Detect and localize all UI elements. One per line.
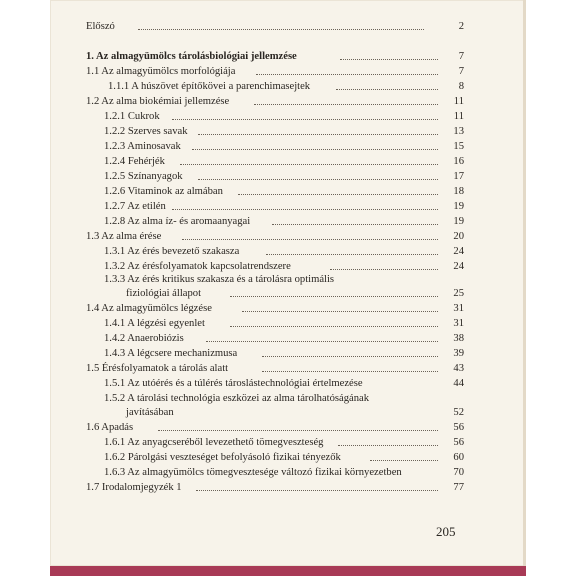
toc-entry-title: 1.4.3 A légcsere mechanizmusa bbox=[104, 348, 238, 359]
toc-entry-page: 56 bbox=[453, 422, 464, 433]
toc-entry-title: 1.1 Az almagyümölcs morfológiája bbox=[86, 66, 236, 77]
toc-entry-page: 31 bbox=[453, 318, 464, 329]
toc-entry bbox=[86, 481, 464, 494]
toc-entry bbox=[86, 421, 464, 434]
toc-entry-title: 1.3.3 Az érés kritikus szakasza és a tárolásra optimális bbox=[104, 274, 335, 285]
toc-entry-title: 1.4.2 Anaerobiózis bbox=[104, 333, 184, 344]
toc-entry bbox=[86, 125, 464, 138]
toc-leader-dots bbox=[230, 325, 438, 327]
toc-entry bbox=[86, 362, 464, 375]
toc-entry bbox=[86, 451, 464, 464]
toc-entry bbox=[86, 436, 464, 449]
toc-entry-continuation bbox=[86, 406, 464, 419]
toc-entry-page: 11 bbox=[453, 96, 464, 107]
toc-leader-dots bbox=[266, 253, 438, 255]
toc-leader-dots bbox=[242, 310, 438, 312]
toc-entry-page: 43 bbox=[453, 363, 464, 374]
toc-entry-title: 1.6.1 Az anyagcseréből levezethető tömegveszteség bbox=[104, 437, 324, 448]
toc-entry-page: 24 bbox=[453, 261, 464, 272]
toc-leader-dots bbox=[192, 148, 438, 150]
toc-entry-title: 1.4 Az almagyümölcs légzése bbox=[86, 303, 212, 314]
toc-entry-title: 1.2.3 Aminosavak bbox=[104, 141, 181, 152]
toc-leader-dots bbox=[196, 489, 438, 491]
toc-entry-title: 1.5 Érésfolyamatok a tárolás alatt bbox=[86, 363, 229, 374]
toc-entry-title: Előszó bbox=[86, 21, 115, 32]
book-cover-edge bbox=[50, 566, 526, 576]
toc-entry-title: 1.7 Irodalomjegyzék 1 bbox=[86, 482, 182, 493]
toc-entry-page: 18 bbox=[453, 186, 464, 197]
toc-entry-page: 77 bbox=[453, 482, 464, 493]
page-edge bbox=[523, 0, 526, 566]
toc-entry bbox=[86, 65, 464, 78]
toc-entry-page: 70 bbox=[453, 467, 464, 478]
toc-entry-page: 2 bbox=[458, 21, 464, 32]
toc-entry-title: 1.2.2 Szerves savak bbox=[104, 126, 188, 137]
toc-entry bbox=[86, 95, 464, 108]
toc-entry-page: 20 bbox=[453, 231, 464, 242]
toc-entry bbox=[86, 20, 464, 33]
toc-entry-title: fiziológiai állapot bbox=[126, 288, 202, 299]
toc-entry-title: 1.4.1 A légzési egyenlet bbox=[104, 318, 205, 329]
toc-entry bbox=[86, 260, 464, 273]
toc-entry-title: 1.3.1 Az érés bevezető szakasza bbox=[104, 246, 240, 257]
toc-entry-page: 17 bbox=[453, 171, 464, 182]
toc-leader-dots bbox=[206, 340, 438, 342]
toc-entry-page: 52 bbox=[453, 407, 464, 418]
toc-entry-page: 16 bbox=[453, 156, 464, 167]
toc-entry-title: 1.5.2 A tárolási technológia eszközei az alma tárolhatóságának bbox=[104, 393, 370, 404]
toc-leader-dots bbox=[370, 459, 438, 461]
toc-leader-dots bbox=[198, 178, 438, 180]
toc-leader-dots bbox=[262, 370, 438, 372]
toc-entry-page: 13 bbox=[453, 126, 464, 137]
toc-entry-page: 24 bbox=[453, 246, 464, 257]
toc-entry bbox=[86, 302, 464, 315]
toc-entry-page: 7 bbox=[458, 66, 464, 77]
toc-entry bbox=[86, 273, 464, 286]
toc-entry bbox=[86, 110, 464, 123]
toc-entry-page: 31 bbox=[453, 303, 464, 314]
toc-entry-page: 44 bbox=[453, 378, 464, 389]
toc-entry-page: 8 bbox=[458, 81, 464, 92]
toc-entry bbox=[86, 466, 464, 479]
toc-entry-page: 11 bbox=[453, 111, 464, 122]
toc-entry bbox=[86, 140, 464, 153]
toc-leader-dots bbox=[330, 268, 438, 270]
toc-leader-dots bbox=[336, 88, 438, 90]
toc-entry-page: 39 bbox=[453, 348, 464, 359]
toc-entry-title: 1.2.4 Fehérjék bbox=[104, 156, 165, 167]
toc-entry-page: 38 bbox=[453, 333, 464, 344]
toc-entry bbox=[86, 392, 464, 405]
toc-entry-page: 19 bbox=[453, 201, 464, 212]
toc-leader-dots bbox=[272, 223, 438, 225]
toc-leader-dots bbox=[138, 28, 424, 30]
toc-entry bbox=[86, 332, 464, 345]
toc-entry bbox=[86, 200, 464, 213]
toc-entry bbox=[86, 80, 464, 93]
toc-entry bbox=[86, 185, 464, 198]
toc-leader-dots bbox=[182, 238, 438, 240]
toc-entry bbox=[86, 317, 464, 330]
toc-entry bbox=[86, 155, 464, 168]
toc-entry-title: 1.2.7 Az etilén bbox=[104, 201, 166, 212]
toc-entry bbox=[86, 347, 464, 360]
toc-entry-title: 1.6 Apadás bbox=[86, 422, 134, 433]
toc-entry-title: 1.6.3 Az almagyümölcs tömegvesztesége változó fizikai környezetben bbox=[104, 467, 402, 478]
toc-entry-continuation bbox=[86, 287, 464, 300]
toc-entry bbox=[86, 230, 464, 243]
toc-entry-title: 1.5.1 Az utóérés és a túlérés tároslástechnológiai értelmezése bbox=[104, 378, 363, 389]
toc-entry-page: 25 bbox=[453, 288, 464, 299]
toc-leader-dots bbox=[198, 133, 438, 135]
toc-entry-title: 1.1.1 A húszövet építőkövei a parenchimasejtek bbox=[108, 81, 311, 92]
toc-entry-page: 19 bbox=[453, 216, 464, 227]
toc-entry-page: 56 bbox=[453, 437, 464, 448]
toc-entry-page: 15 bbox=[453, 141, 464, 152]
page-number: 205 bbox=[436, 524, 456, 539]
toc-leader-dots bbox=[256, 73, 438, 75]
toc-entry bbox=[86, 170, 464, 183]
toc-entry-title: 1.3 Az alma érése bbox=[86, 231, 162, 242]
toc-leader-dots bbox=[262, 355, 438, 357]
toc-leader-dots bbox=[340, 58, 438, 60]
toc-leader-dots bbox=[338, 444, 438, 446]
toc-entry-title: javításában bbox=[126, 407, 174, 418]
toc-leader-dots bbox=[172, 208, 438, 210]
toc-entry-title: 1. Az almagyümölcs tárolásbiológiai jellemzése bbox=[86, 51, 297, 62]
toc-leader-dots bbox=[238, 193, 438, 195]
toc-entry-title: 1.2.8 Az alma íz- és aromaanyagai bbox=[104, 216, 251, 227]
toc-entry-page: 7 bbox=[458, 51, 464, 62]
toc-leader-dots bbox=[230, 295, 438, 297]
toc-entry-title: 1.2.6 Vitaminok az almában bbox=[104, 186, 223, 197]
toc-entry-title: 1.2.5 Színanyagok bbox=[104, 171, 183, 182]
toc-leader-dots bbox=[180, 163, 438, 165]
toc-entry-title: 1.2.1 Cukrok bbox=[104, 111, 160, 122]
toc-leader-dots bbox=[254, 103, 438, 105]
toc-entry-title: 1.6.2 Párolgási veszteséget befolyásoló fizikai tényezők bbox=[104, 452, 341, 463]
toc-leader-dots bbox=[172, 118, 438, 120]
toc-entry-title: 1.3.2 Az érésfolyamatok kapcsolatrendszere bbox=[104, 261, 291, 272]
toc-leader-dots bbox=[158, 429, 438, 431]
toc-entry bbox=[86, 245, 464, 258]
toc-entry-page: 60 bbox=[453, 452, 464, 463]
toc-entry-title: 1.2 Az alma biokémiai jellemzése bbox=[86, 96, 230, 107]
toc-entry bbox=[86, 50, 464, 63]
toc-entry bbox=[86, 377, 464, 390]
toc-entry bbox=[86, 215, 464, 228]
